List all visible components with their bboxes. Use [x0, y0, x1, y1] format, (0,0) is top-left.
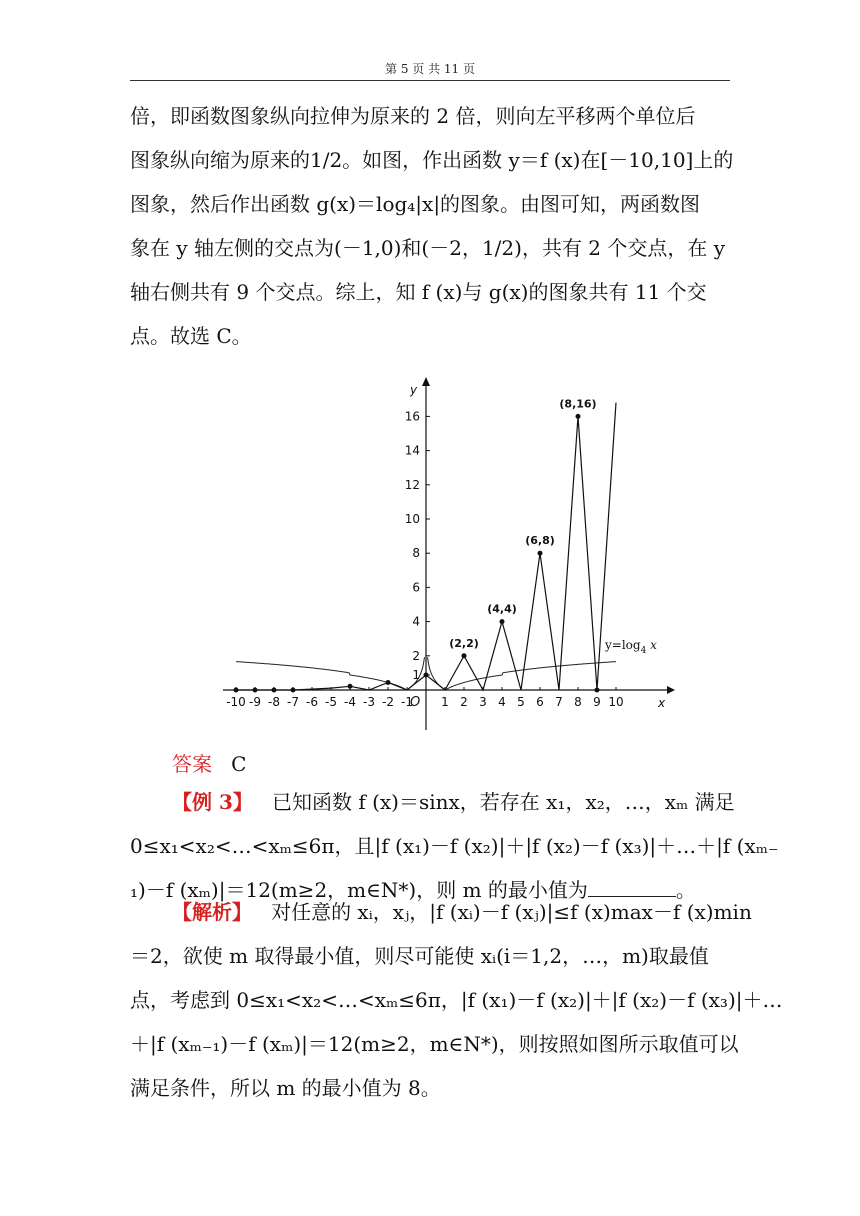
text-line: 图象，然后作出函数 g(x)＝log₄|x|的图象。由图可知，两函数图 — [130, 192, 701, 216]
x-tick-label: 10 — [608, 695, 624, 709]
y-tick-label: 10 — [404, 512, 420, 526]
x-tick-label: 4 — [498, 695, 506, 709]
x-tick-label: 9 — [593, 695, 601, 709]
data-point — [500, 619, 505, 624]
data-point — [538, 551, 543, 556]
text-line: 轴右侧共有 9 个交点。综上，知 f (x)与 g(x)的图象共有 11 个交 — [130, 280, 707, 304]
data-point — [253, 688, 258, 693]
solution-label: 【解析】 — [172, 900, 252, 924]
x-tick-label: 3 — [479, 695, 487, 709]
log-curve-left — [236, 657, 425, 690]
answer-value: C — [231, 752, 247, 776]
data-point — [386, 680, 391, 685]
origin-label: O — [410, 695, 421, 710]
x-tick-label: -1 — [401, 695, 413, 709]
y-tick-label: 12 — [404, 477, 420, 492]
page-header: 第 5 页 共 11 页 — [385, 62, 475, 76]
text-line: 对任意的 xᵢ，xⱼ，|f (xᵢ)－f (xⱼ)|≤f (x)max－f (x)min — [271, 900, 752, 924]
y-axis-arrow — [422, 377, 430, 386]
text-line: 倍，即函数图象纵向拉伸为原来的 2 倍，则向左平移两个单位后 — [130, 104, 696, 128]
function-graph — [215, 372, 685, 737]
y-tick-label: 8 — [412, 546, 420, 561]
point-label: (8,16) — [559, 397, 597, 411]
x-tick-label: -2 — [382, 695, 394, 709]
x-tick-label: 1 — [441, 695, 449, 709]
x-axis-arrow — [667, 686, 675, 694]
text-line: 图象纵向缩为原来的1/2。如图，作出函数 y＝f (x)在[－10,10]上的 — [130, 148, 734, 172]
example-label: 【例 3】 — [172, 790, 253, 814]
data-point — [348, 684, 353, 689]
point-label: (4,4) — [487, 602, 517, 616]
answer-label: 答案 — [172, 752, 212, 776]
x-tick-label: -5 — [325, 695, 337, 709]
x-tick-label: 6 — [536, 695, 544, 709]
text-line: ₁)－f (xₘ)|＝12(m≥2，m∈N*)，则 m 的最小值为 — [130, 878, 588, 902]
point-label: (2,2) — [449, 636, 479, 650]
text-line: ＝2，欲使 m 取得最小值，则尽可能使 xᵢ(i＝1,2，…，m)取最值 — [130, 944, 709, 968]
text-line: 0≤x₁<x₂<…<xₘ≤6π，且|f (x₁)－f (x₂)|＋|f (x₂)－f (x₃)|＋…＋|f (xₘ₋ — [130, 834, 779, 858]
y-tick-label: 2 — [412, 648, 420, 663]
data-point — [272, 688, 277, 693]
x-tick-label: 5 — [517, 695, 525, 709]
x-tick-label: -3 — [363, 695, 375, 709]
header-divider — [130, 80, 730, 81]
data-point — [424, 673, 429, 678]
paragraph-solution-ex2 — [130, 94, 734, 358]
data-point — [291, 688, 296, 693]
data-point — [595, 688, 600, 693]
y-tick-label: 4 — [412, 614, 420, 629]
y-tick-label: 1 — [412, 668, 420, 682]
text-line: ＋|f (xₘ₋₁)－f (xₘ)|＝12(m≥2，m∈N*)，则按照如图所示取值可以 — [130, 1032, 739, 1056]
data-point — [462, 653, 467, 658]
data-point — [234, 688, 239, 693]
text-line: 满足条件，所以 m 的最小值为 8。 — [130, 1076, 441, 1100]
x-tick-label: 2 — [460, 695, 468, 709]
x-tick-label: -9 — [249, 695, 261, 709]
x-tick-label: -4 — [344, 695, 356, 709]
text-line: 象在 y 轴左侧的交点为(－1,0)和(－2，1/2)，共有 2 个交点，在 y — [130, 236, 726, 260]
x-tick-label: -10 — [226, 695, 246, 709]
text-line: 。 — [675, 878, 696, 902]
y-axis-label: y — [410, 383, 418, 397]
x-tick-label: 7 — [555, 695, 563, 709]
y-tick-label: 14 — [404, 443, 420, 458]
x-tick-label: -6 — [306, 695, 318, 709]
curve-label: $y=\log_4$ x — [605, 638, 657, 656]
data-point — [576, 414, 581, 419]
solution-section — [130, 890, 783, 1110]
text-line: 已知函数 f (x)＝sinx，若存在 x₁，x₂，…，xₘ 满足 — [271, 790, 735, 814]
x-tick-label: 8 — [574, 695, 582, 709]
x-tick-label: -8 — [268, 695, 280, 709]
y-tick-label: 16 — [404, 409, 420, 424]
y-tick-label: 6 — [412, 580, 420, 595]
x-tick-label: -7 — [287, 695, 299, 709]
text-line: 点，考虑到 0≤x₁<x₂<…<xₘ≤6π，|f (x₁)－f (x₂)|＋|f (x₂)－f (x₃)|＋… — [130, 988, 783, 1012]
x-axis-label: x — [658, 696, 666, 710]
text-line: 点。故选 C。 — [130, 324, 252, 348]
point-label: (6,8) — [525, 534, 555, 548]
